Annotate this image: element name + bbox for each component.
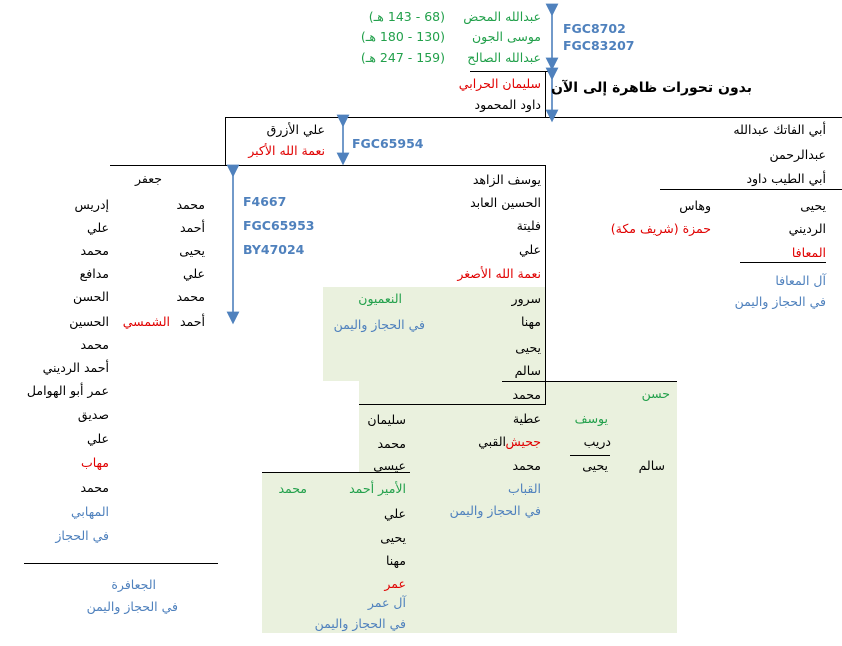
name-muhammad-last: محمد (80, 480, 109, 495)
name-yusuf-green: يوسف (574, 411, 608, 426)
name-nimatullah-asghar: نعمة الله الأصغر (457, 266, 541, 281)
sulayman-2: عيسى (373, 458, 406, 473)
jaafar-l-1: علي (86, 220, 109, 235)
yusuf-3: علي (518, 242, 541, 257)
sulayman2-0: علي (383, 506, 406, 521)
name-atiyya: عطية (512, 411, 541, 426)
sulayman2-1: يحيى (380, 530, 406, 545)
yusuf2-3: سالم (514, 363, 541, 378)
name-ahmad: أحمد (180, 314, 205, 329)
snp-fgc83207: FGC83207 (563, 38, 635, 53)
label-jaafira-region: في الحجاز واليمن (86, 599, 178, 614)
jaafar-r-3: علي (182, 266, 205, 281)
jaafar-l-0: إدريس (74, 197, 109, 212)
jaafar-l-9: صديق (77, 407, 109, 422)
yusuf-2: فليتة (516, 218, 541, 233)
name-abu-tayyib: أبي الطيب داود (746, 171, 826, 186)
jaafar-r-2: يحيى (179, 243, 205, 258)
snp-by47024: BY47024 (243, 242, 305, 257)
yusuf2-4: محمد (512, 387, 541, 402)
name-jaafar: جعفر (135, 171, 162, 186)
snp-f4667: F4667 (243, 194, 287, 209)
jaafar-r-0: محمد (176, 197, 205, 212)
jaafar-l-7: أحمد الرديني (42, 360, 109, 375)
label-no-mutations: بدون تحورات ظاهرة إلى الآن (550, 80, 752, 96)
name-yahya-hasan: يحيى (582, 458, 608, 473)
name-dawud-mahmud: داود المحمود (474, 97, 541, 112)
jaafar-l-10: علي (86, 431, 109, 446)
name-shamsi: الشمسي (122, 314, 170, 329)
label-qabbab-region: في الحجاز واليمن (449, 503, 541, 518)
sulayman-1: محمد (377, 436, 406, 451)
yusuf-0: يوسف الزاهد (472, 172, 541, 187)
yusuf-1: الحسين العابد (470, 195, 541, 210)
date-abdullah-salih: (159 - 247 هـ) (360, 50, 445, 65)
name-jahish: جحيش (505, 434, 541, 449)
label-al-muafa-region: في الحجاز واليمن (734, 294, 826, 309)
sulayman-0: سليمان (367, 412, 406, 427)
name-radini: الرديني (788, 221, 826, 236)
snp-fgc65953: FGC65953 (243, 218, 315, 233)
name-abdullah-mahd: عبدالله المحض (463, 9, 541, 24)
jaafar-r-1: أحمد (180, 220, 205, 235)
name-hamza: حمزة (شريف مكة) (610, 221, 711, 236)
jaafar-r-4: محمد (176, 289, 205, 304)
snp-fgc65954: FGC65954 (352, 136, 424, 151)
jaafar-l-8: عمر أبو الهوامل (26, 383, 109, 398)
jaafar-l-5: الحسين (69, 314, 109, 329)
name-nimatullah-akbar: نعمة الله الأكبر (248, 143, 325, 158)
name-amir-ahmad: الأمير أحمد (349, 481, 406, 496)
date-musa-jawn: (130 - 180 هـ) (360, 29, 445, 44)
yusuf2-1: مهنا (520, 314, 541, 329)
name-muhammad-hasan: محمد (512, 458, 541, 473)
label-al-umar-region: في الحجاز واليمن (314, 616, 406, 631)
name-mahhab: مهاب (80, 455, 109, 470)
name-muafa: المعافا (791, 245, 826, 260)
sulayman2-2: مهنا (385, 553, 406, 568)
label-numayyun: النعميون (358, 291, 402, 306)
name-abu-fatik: أبي الفاتك عبدالله (733, 122, 826, 137)
name-hasan: حسن (641, 386, 670, 401)
name-umar: عمر (384, 576, 406, 591)
label-al-umar: آل عمر (367, 595, 406, 610)
date-abdullah-mahd: (68 - 143 هـ) (368, 9, 445, 24)
snp-fgc8702: FGC8702 (563, 21, 626, 36)
yusuf2-2: يحيى (515, 340, 541, 355)
label-numayyun-region: في الحجاز واليمن (333, 317, 425, 332)
label-al-muafa: آل المعافا (775, 273, 826, 288)
name-durayb: دريب (583, 434, 611, 449)
jaafar-l-3: مدافع (79, 266, 109, 281)
jaafar-l-6: محمد (80, 337, 109, 352)
label-mahabi-region: في الحجاز (55, 528, 109, 543)
label-mahabi: المهابي (71, 504, 109, 519)
name-abdulrahman: عبدالرحمن (769, 147, 826, 162)
jaafar-l-2: محمد (80, 243, 109, 258)
yusuf2-0: سرور (511, 291, 541, 306)
name-qabbi: القبي (478, 434, 506, 449)
name-abdullah-salih: عبدالله الصالح (467, 50, 541, 65)
name-muhammad-green: محمد (278, 481, 307, 496)
name-ali-azraq: علي الأزرق (266, 122, 325, 137)
name-musa-jawn: موسى الجون (471, 29, 541, 44)
name-wahhas: وهاس (679, 198, 711, 213)
label-jaafira: الجعافرة (111, 577, 156, 592)
jaafar-l-4: الحسن (72, 289, 109, 304)
name-yahya-right: يحيى (800, 198, 826, 213)
name-sulayman-harrabi: سليمان الحرابي (458, 76, 541, 91)
label-qabbab: القباب (508, 481, 541, 496)
name-salim: سالم (638, 458, 665, 473)
